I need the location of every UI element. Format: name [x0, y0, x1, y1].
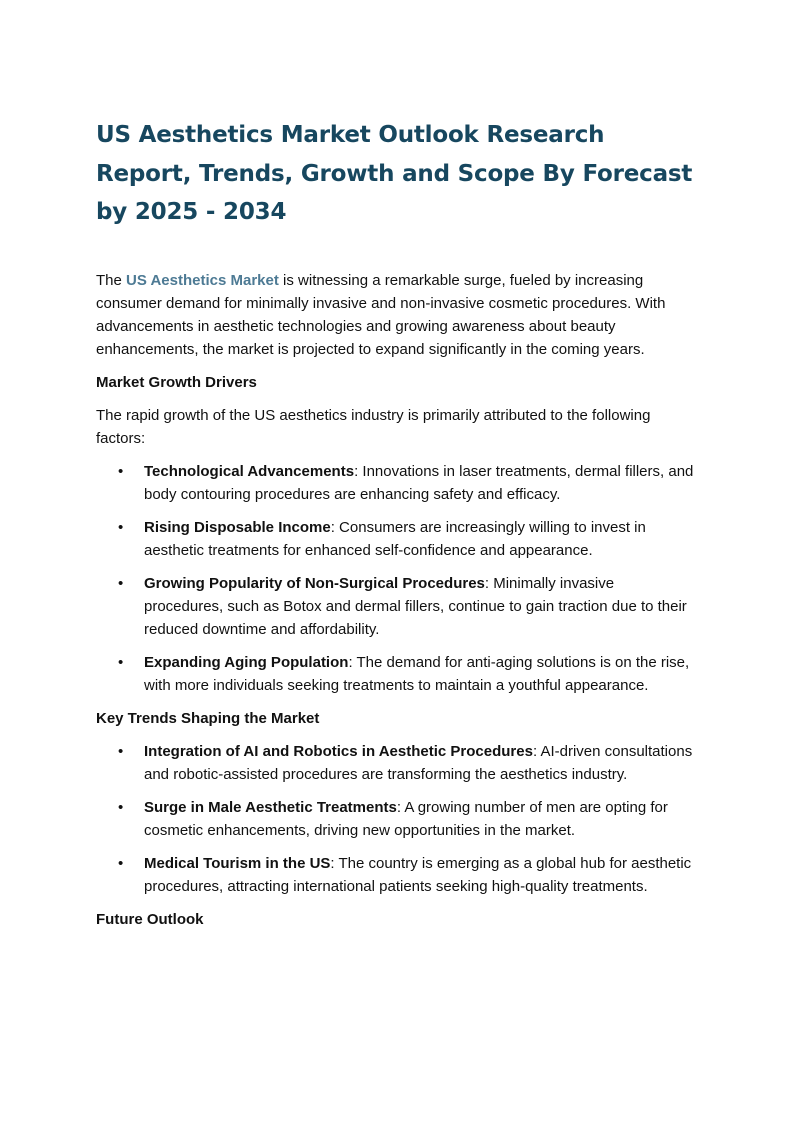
list-item [96, 460, 696, 506]
drivers-lead: The rapid growth of the US aesthetics industry is primarily attributed to the following factors: [96, 406, 651, 447]
list-item-text: : A growing number of men are opting for cosmetic enhancements, driving new opportunities in the market. [144, 798, 668, 839]
list-item-term: Surge in Male Aesthetic Treatments [144, 798, 397, 816]
intro-suffix: is witnessing a remarkable surge, fueled by increasing consumer demand for minimally invasive and non-invasive cosmetic procedures. With advancements in aesthetic technologies and growing awareness about beauty enhancements, the market is projected to expand significantly in the coming years. [96, 271, 666, 358]
bullet-icon: • [118, 854, 124, 872]
bullet-icon: • [118, 462, 124, 480]
list-item [96, 740, 696, 786]
intro-prefix: The [96, 271, 127, 289]
list-item-term: Growing Popularity of Non-Surgical Procedures [144, 574, 485, 592]
list-item [96, 651, 696, 697]
bullet-icon: • [118, 742, 124, 760]
document-page [96, 116, 696, 931]
list-item [96, 796, 696, 842]
bullet-icon: • [118, 798, 124, 816]
intro-paragraph [96, 269, 696, 361]
list-item-text: : Minimally invasive procedures, such as Botox and dermal fillers, continue to gain traction due to their reduced downtime and affordability. [144, 574, 687, 638]
list-item-term: Expanding Aging Population [144, 653, 349, 671]
list-item-term: Technological Advancements [144, 462, 355, 480]
market-link[interactable]: US Aesthetics Market [126, 271, 279, 289]
trends-heading: Key Trends Shaping the Market [96, 709, 320, 727]
bullet-icon: • [118, 518, 124, 536]
bullet-icon: • [118, 574, 124, 592]
page-title: US Aesthetics Market Outlook Research Report, Trends, Growth and Scope By Forecast by 2025 - 2034 [96, 122, 693, 225]
list-item-text: : Innovations in laser treatments, dermal fillers, and body contouring procedures are enhancing safety and efficacy. [144, 462, 694, 503]
drivers-heading: Market Growth Drivers [96, 373, 257, 391]
list-item-term: Medical Tourism in the US [144, 854, 331, 872]
list-item [96, 852, 696, 898]
list-item [96, 516, 696, 562]
list-item-text: : The demand for anti-aging solutions is on the rise, with more individuals seeking treatments to maintain a youthful appearance. [144, 653, 690, 694]
bullet-icon: • [118, 653, 124, 671]
list-item-term: Rising Disposable Income [144, 518, 331, 536]
list-item-text: : The country is emerging as a global hub for aesthetic procedures, attracting international patients seeking high-quality treatments. [144, 854, 692, 895]
list-item-text: : AI-driven consultations and robotic-assisted procedures are transforming the aesthetics industry. [144, 742, 693, 783]
outlook-heading: Future Outlook [96, 910, 204, 928]
list-item-text: : Consumers are increasingly willing to invest in aesthetic treatments for enhanced self-confidence and appearance. [144, 518, 646, 559]
trends-list [96, 740, 696, 898]
drivers-list [96, 460, 696, 697]
list-item [96, 572, 696, 641]
list-item-term: Integration of AI and Robotics in Aesthetic Procedures [144, 742, 533, 760]
